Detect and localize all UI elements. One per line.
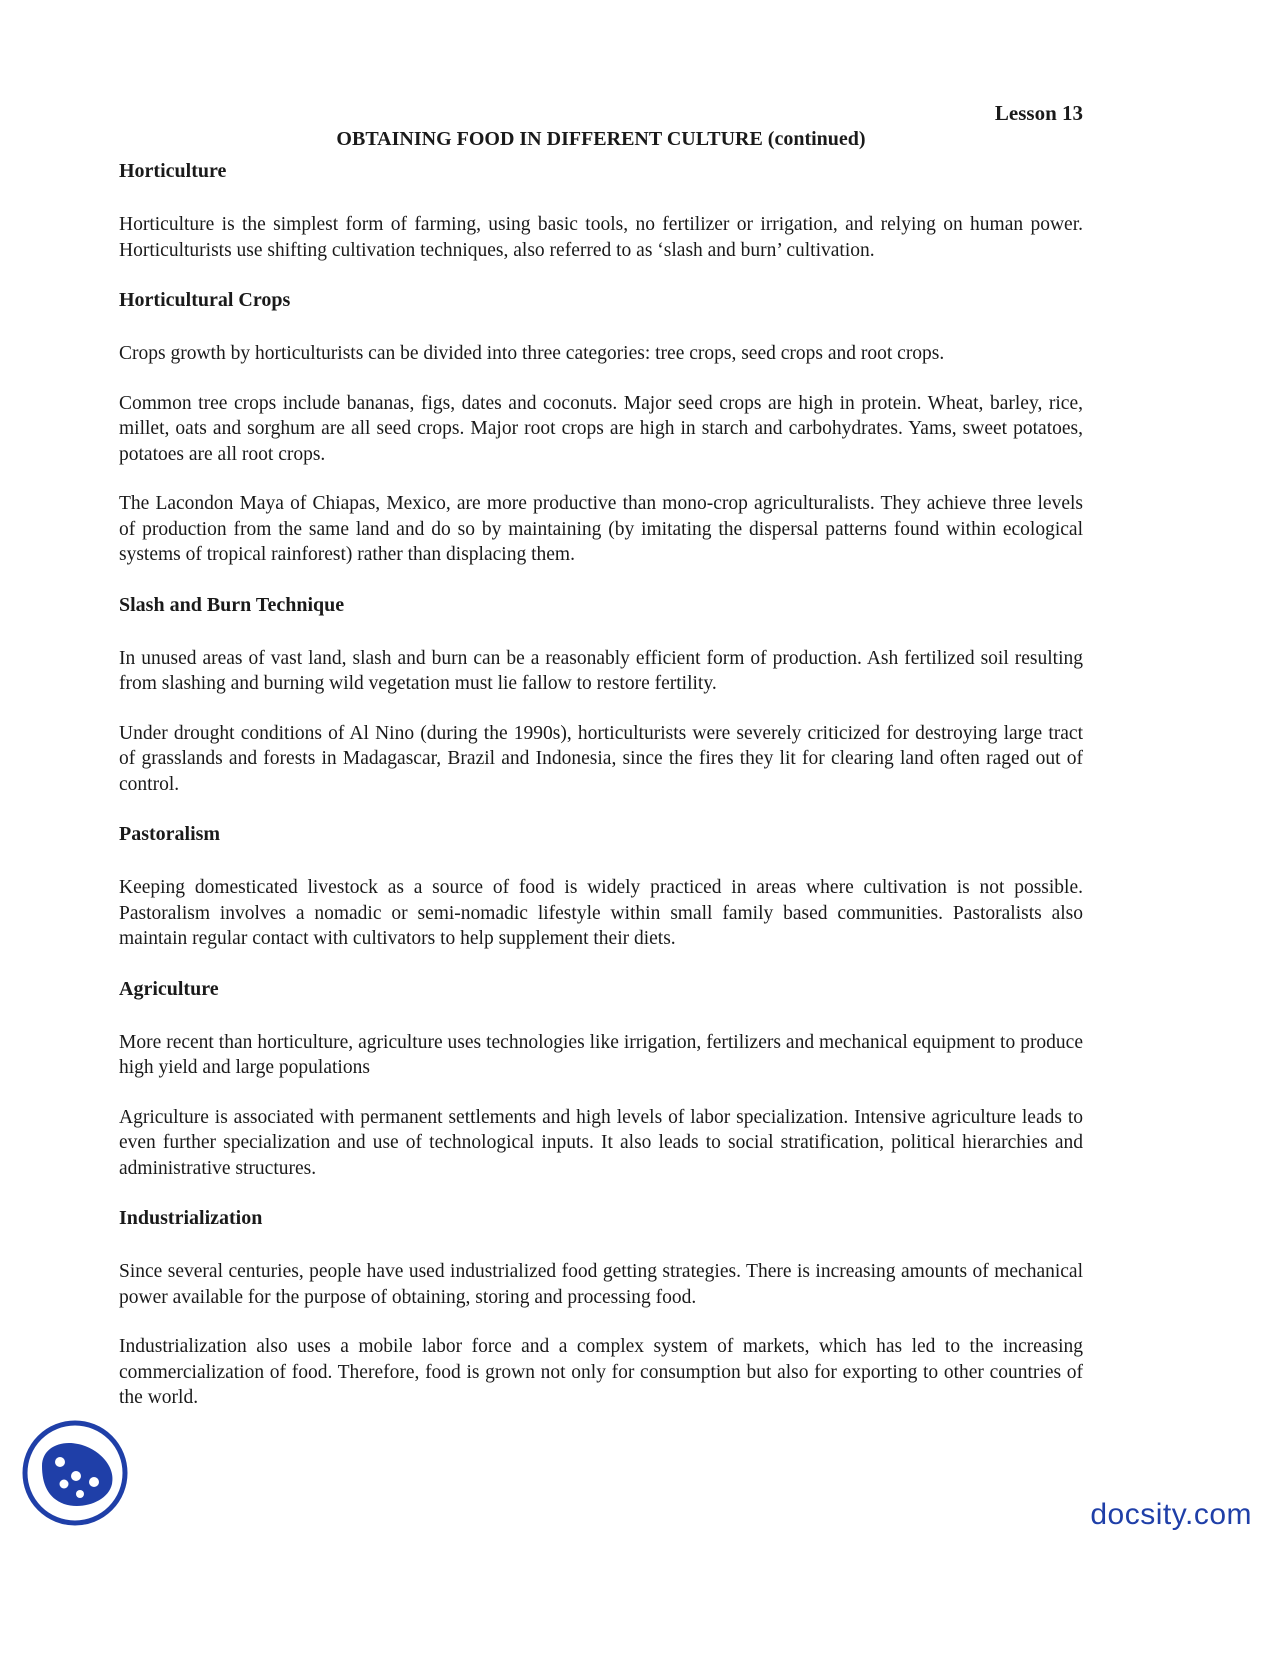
paragraph: Horticulture is the simplest form of farming, using basic tools, no fertilizer or irrigation, and relying on human power. Horticulturists use shifting cultivation techniques, also referred to as ‘slash and burn’ cultivation. [119,214,1083,261]
section-heading: Agriculture [119,977,219,1000]
section-industrialization [119,1205,1083,1411]
paragraph: Agriculture is associated with permanent settlements and high levels of labor specialization. Intensive agriculture leads to even further specialization and use of technological inputs. It also leads to social stratification, political hierarchies and administrative structures. [119,1106,1083,1179]
paragraph: Crops growth by horticulturists can be divided into three categories: tree crops, seed crops and root crops. [119,343,945,364]
docsity-brand-link[interactable]: docsity.com [1090,1498,1252,1531]
section-heading: Pastoralism [119,823,221,845]
paragraph: The Lacondon Maya of Chiapas, Mexico, are more productive than mono-crop agriculturalists. They achieve three levels of production from the same land and do so by maintaining (by imitating the dispersal patterns found within ecological systems of tropical rainforest) rather than displacing them. [119,493,1083,565]
section-slash-and-burn [119,592,1083,798]
paragraph: More recent than horticulture, agriculture uses technologies like irrigation, fertilizers and mechanical equipment to produce high yield and large populations [119,1031,1083,1078]
paragraph: Industrialization also uses a mobile labor force and a complex system of markets, which has led to the increasing commercialization of food. Therefore, food is grown not only for consumption but also for exporting to other countries of the world. [119,1336,1083,1408]
paragraph: Since several centuries, people have used industrialized food getting strategies. There is increasing amounts of mechanical power available for the purpose of obtaining, storing and processing food. [119,1261,1083,1308]
document-title: OBTAINING FOOD IN DIFFERENT CULTURE (continued) [336,128,866,150]
section-heading: Slash and Burn Technique [119,593,345,616]
section-pastoralism [119,821,1083,952]
paragraph: In unused areas of vast land, slash and burn can be a reasonably efficient form of production. Ash fertilized soil resulting from slashing and burning wild vegetation must lie fallow to restore fertility. [119,647,1083,694]
section-heading: Horticulture [119,160,227,182]
section-horticultural-crops [119,287,1083,568]
docsity-logo-icon[interactable] [20,1418,130,1528]
section-horticulture [119,158,1083,263]
paragraph: Keeping domesticated livestock as a source of food is widely practiced in areas where cultivation is not possible. Pastoralism involves a nomadic or semi-nomadic lifestyle within small family based communities. Pastoralists also maintain regular contact with cultivators to help supplement their diets. [119,877,1083,949]
section-heading: Industrialization [119,1207,263,1229]
lesson-number: Lesson 13 [994,101,1083,125]
paragraph: Common tree crops include bananas, figs, dates and coconuts. Major seed crops are high in protein. Wheat, barley, rice, millet, oats and sorghum are all seed crops. Major root crops are high in starch and carbohydrates. Yams, sweet potatoes, potatoes are all root crops. [119,392,1083,465]
section-heading: Horticultural Crops [119,289,291,311]
paragraph: Under drought conditions of Al Nino (during the 1990s), horticulturists were severely criticized for destroying large tract of grasslands and forests in Madagascar, Brazil and Indonesia, since the fires they lit for clearing land often raged out of control. [119,722,1083,795]
section-agriculture [119,976,1083,1182]
document-page [119,100,1083,1435]
